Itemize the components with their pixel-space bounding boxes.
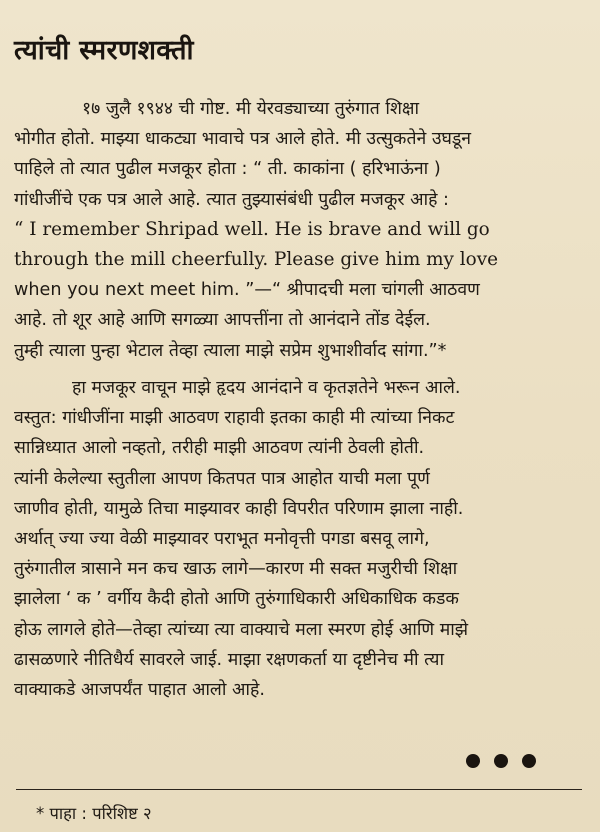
text-line: पाहिले तो त्यात पुढील मजकूर होता : “ ती. काकांना ( हरिभाऊंना ) xyxy=(14,159,441,180)
text-line: भोगीत होतो. माझ्या धाकट्या भावाचे पत्र आले होते. मी उत्सुकतेने उघडून xyxy=(14,129,472,150)
page-title: त्यांची स्मरणशक्ती xyxy=(14,35,194,66)
text-line: वाक्याकडे आजपर्यंत पाहात आलो आहे. xyxy=(14,679,265,700)
text-line: तुम्ही त्याला पुन्हा भेटाल तेव्हा त्याला माझे सप्रेम शुभाशीर्वाद सांगा.”* xyxy=(14,340,447,361)
text-line: अर्थात् ज्या ज्या वेळी माझ्यावर पराभूत मनोवृत्ती पगडा बसवू लागे, xyxy=(14,528,430,549)
ornament-dot xyxy=(466,754,480,768)
text-line: आहे. तो शूर आहे आणि सगळ्या आपत्तींना तो आनंदाने तोंड देईल. xyxy=(14,310,431,331)
text-line: झालेला ‘ क ’ वर्गीय कैदी होतो आणि तुरुंगाधिकारी अधिकाधिक कडक xyxy=(14,589,459,610)
footnote-divider xyxy=(16,789,582,790)
text-line: जाणीव होती, यामुळे तिचा माझ्यावर काही विपरीत परिणाम झाला नाही. xyxy=(14,498,464,519)
text-line-english-quote: through the mill cheerfully. Please give him my love xyxy=(14,248,499,270)
text-line: ढासळणारे नीतिधैर्य सावरले जाई. माझा रक्षणकर्ता या दृष्टीनेच मी त्या xyxy=(14,649,445,670)
text-line: १७ जुलै १९४४ ची गोष्ट. मी येरवड्याच्या तुरुंगात शिक्षा xyxy=(82,99,420,119)
text-line: हा मजकूर वाचून माझे हृदय आनंदाने व कृतज्ञतेने भरून आले. xyxy=(72,378,461,398)
text-line: सान्निध्यात आलो नव्हतो, तरीही माझी आठवण त्यांनी ठेवली होती. xyxy=(14,438,425,459)
text-line: त्यांनी केलेल्या स्तुतीला आपण कितपत पात्र आहोत याची मला पूर्ण xyxy=(14,468,430,489)
ornament-dot xyxy=(494,754,508,768)
text-line: होऊ लागले होते—तेव्हा त्यांच्या त्या वाक्याचे मला स्मरण होई आणि माझे xyxy=(14,619,469,640)
section-end-ornament xyxy=(466,754,536,768)
paragraph-reflection xyxy=(14,373,586,705)
text-line: गांधीजींचे एक पत्र आले आहे. त्यात तुझ्यासंबंधी पुढील मजकूर आहे : xyxy=(14,189,449,210)
text-line: तुरुंगातील त्रासाने मन कच खाऊ लागे—कारण मी सक्त मजुरीची शिक्षा xyxy=(14,559,458,580)
text-line: वस्तुत: गांधीजींना माझी आठवण राहावी इतका काही मी त्यांच्या निकट xyxy=(14,408,455,429)
text-line: when you next meet him. ”—“ श्रीपादची मला चांगली आठवण xyxy=(14,280,480,301)
paragraph-letter-story xyxy=(14,94,586,366)
footnote: * पाहा : परिशिष्ट २ xyxy=(36,804,152,823)
text-line-english-quote: “ I remember Shripad well. He is brave and will go xyxy=(14,218,490,240)
ornament-dot xyxy=(522,754,536,768)
